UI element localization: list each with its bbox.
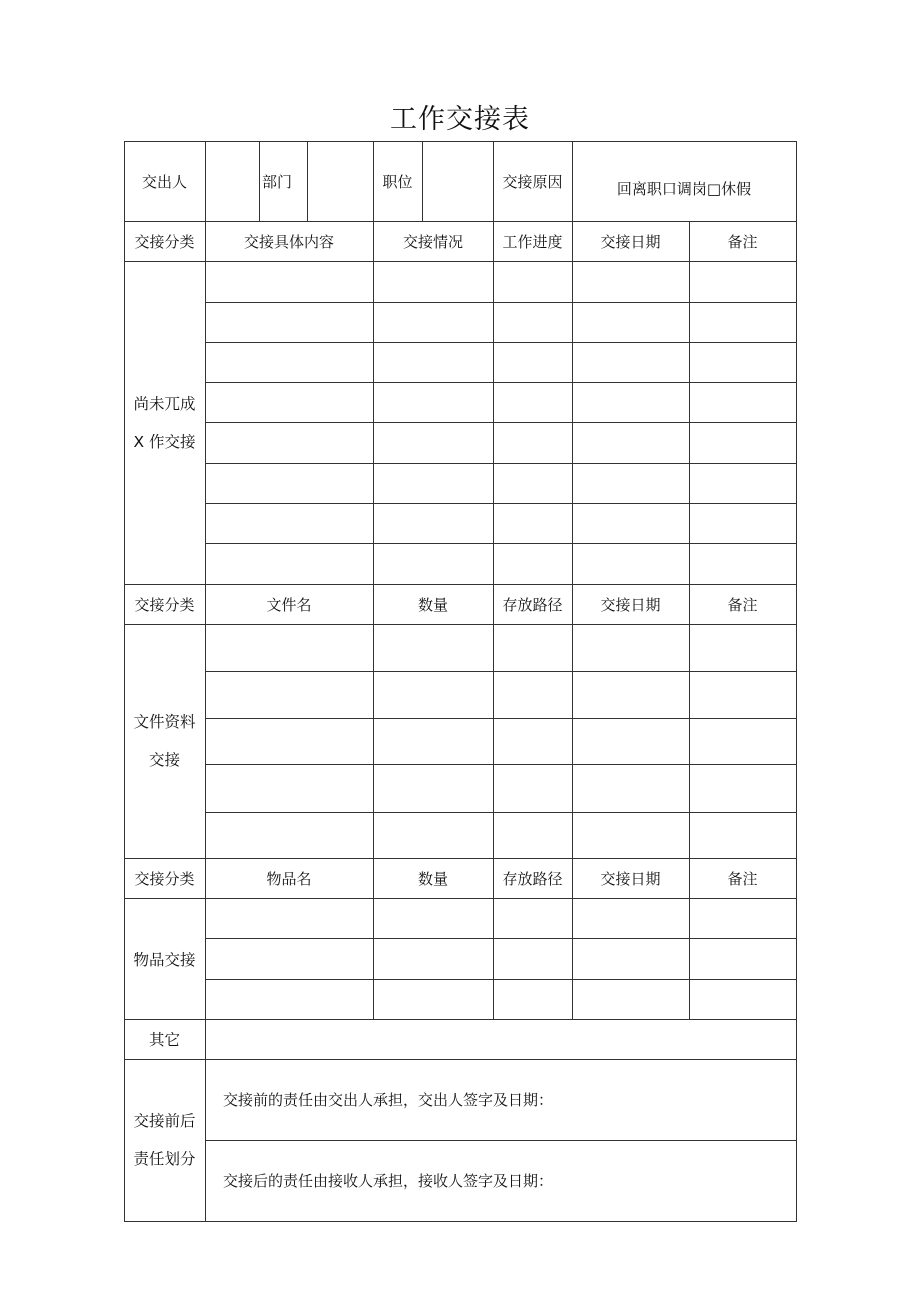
person-field[interactable] (206, 142, 259, 221)
person-label: 交出人 (141, 172, 187, 191)
file-category-line2: 交接 (148, 751, 180, 769)
before-responsibility-text[interactable]: 交接前的责任由交出人承担，交出人签字及日期： (223, 1091, 554, 1109)
file-header-path: 存放路径 (502, 595, 563, 614)
reason-options[interactable]: 回离职口调岗□休假 (616, 179, 752, 198)
work-category-line1: 尚未兀成 (133, 394, 196, 413)
work-header-date: 交接日期 (600, 232, 661, 251)
file-header-notes: 备注 (727, 595, 758, 614)
item-header-quantity: 数量 (417, 869, 448, 888)
file-header-quantity: 数量 (417, 595, 448, 614)
reason-label: 交接原因 (502, 172, 563, 191)
item-header-name: 物品名 (266, 869, 312, 888)
work-header-status: 交接情况 (402, 232, 463, 251)
work-header-content: 交接具体内容 (243, 232, 334, 251)
work-header-notes: 备注 (727, 232, 758, 251)
item-header-date: 交接日期 (600, 869, 661, 888)
responsibility-line1: 交接前后 (133, 1112, 196, 1130)
other-label: 其它 (148, 1031, 180, 1049)
item-header-category: 交接分类 (134, 869, 195, 888)
file-category-label (124, 624, 205, 858)
file-header-category: 交接分类 (134, 595, 195, 614)
work-header-category: 交接分类 (134, 232, 195, 251)
work-category-line2: X 作交接 (133, 432, 196, 451)
item-header-path: 存放路径 (502, 869, 563, 888)
file-header-date: 交接日期 (600, 595, 661, 614)
dept-label: 部门 (261, 172, 292, 191)
item-category-label: 物品交接 (133, 950, 196, 969)
page-title: 工作交接表 (390, 104, 530, 135)
file-category-line1: 文件资料 (133, 713, 196, 731)
position-label: 职位 (382, 172, 413, 191)
file-header-name: 文件名 (266, 595, 312, 614)
dept-field[interactable] (308, 142, 373, 221)
work-header-progress: 工作进度 (502, 232, 563, 251)
work-category-label (124, 261, 205, 584)
after-responsibility-text[interactable]: 交接后的责任由接收人承担，接收人签字及日期： (223, 1172, 554, 1190)
item-header-notes: 备注 (727, 869, 758, 888)
position-field[interactable] (423, 142, 493, 221)
responsibility-line2: 责任划分 (133, 1150, 196, 1168)
responsibility-label (124, 1059, 205, 1221)
other-field[interactable] (206, 1020, 796, 1059)
